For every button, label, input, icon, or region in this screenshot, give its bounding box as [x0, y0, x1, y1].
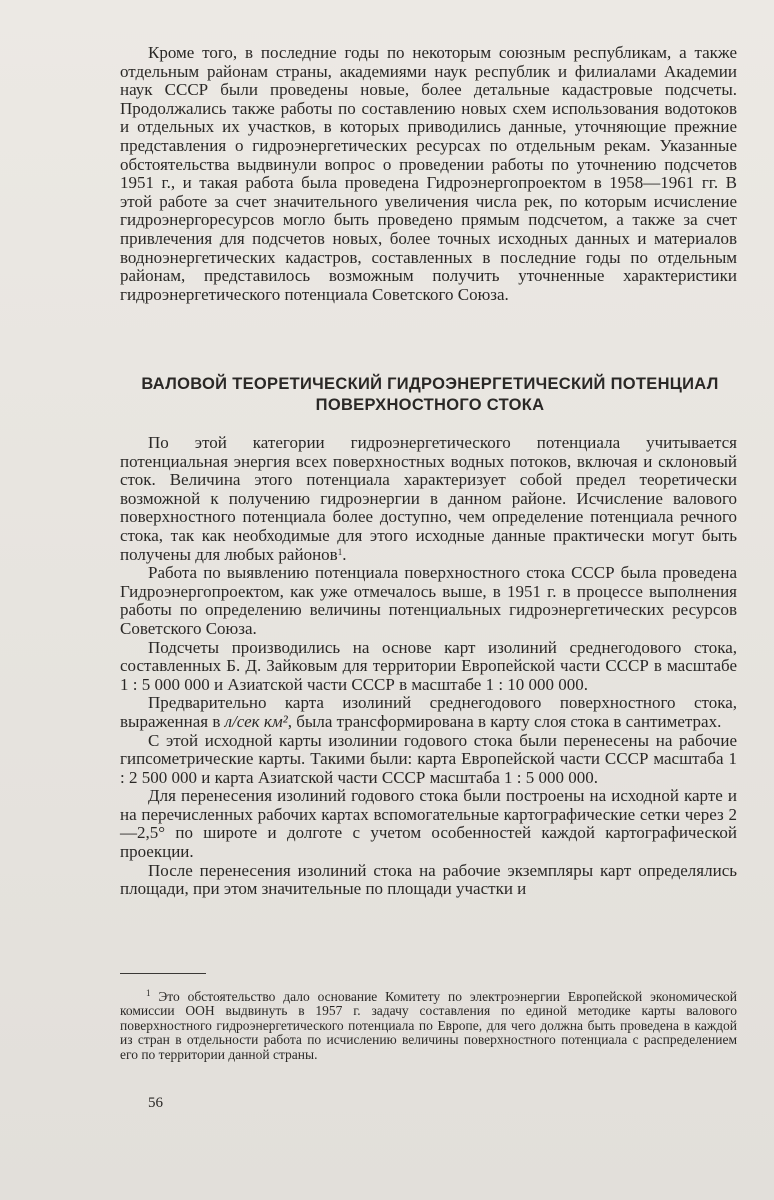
footnote-text	[120, 990, 737, 1062]
body-paragraph-5: С этой исходной карты изолинии годового стока были перенесены на рабочие гипсометрические карты. Такими были: карта Европейской части СССР масштаба 1 : 2 500 000 и карта Азиатской части СССР масштаба 1 : 5 000 000.	[120, 730, 737, 787]
section-body	[120, 434, 737, 899]
body-paragraph-7: После перенесения изолиний стока на рабочие экземпляры карт определялись площади, при этом значительные по площади участки и	[120, 860, 737, 899]
intro-paragraph: Кроме того, в последние годы по некоторым союзным республикам, а также отдельным районам страны, академиями наук республик и филиалами Академии наук СССР были проведены новые, более детальные кадастровые подсчеты. Продолжались также работы по составлению новых схем использования водотоков и отдельных их участков, в которых приводились данные, уточняющие прежние представления о гидроэнергетических ресурсах по отдельным рекам. Указанные обстоятельства выдвинули вопрос о проведении работы по уточнению подсчетов 1951 г., и такая работа была проведена Гидроэнергопроектом в 1958—1961 гг. В этой работе за счет значительного увеличения числа рек, по которым исчисление гидроэнергоресурсов могло быть проведено прямым подсчетом, а также за счет привлечения для подсчетов новых, более точных исходных данных и материалов водноэнергетических кадастров, составленных в последние годы по отдельным районам, представилось возможным получить уточненные характеристики гидроэнергетического потенциала Советского Союза.	[120, 43, 737, 304]
body-paragraph-2: Работа по выявлению потенциала поверхностного стока СССР была проведена Гидроэнергопроектом, как уже отмечалось выше, в 1951 г. в процессе выполнения работы по определению величины потенциальных гидроэнергетических ресурсов Советского Союза.	[120, 563, 737, 638]
body-paragraph-4	[120, 694, 737, 731]
page-number: 56	[148, 1095, 163, 1111]
intro-section	[120, 44, 737, 304]
footnote	[120, 990, 737, 1062]
section-heading-line1: ВАЛОВОЙ ТЕОРЕТИЧЕСКИЙ ГИДРОЭНЕРГЕТИЧЕСКИЙ ПОТЕНЦИАЛ	[141, 375, 719, 393]
flow-unit: л/сек км²	[224, 711, 288, 731]
section-heading-line2: ПОВЕРХНОСТНОГО СТОКА	[315, 396, 545, 414]
body-paragraph-3: Подсчеты производились на основе карт изолиний среднегодового стока, составленных Б. Д. Зайковым для территории Европейской части СССР в масштабе 1 : 5 000 000 и Азиатской части СССР в масштабе 1 : 10 000 000.	[120, 637, 737, 694]
body-paragraph-6: Для перенесения изолиний годового стока были построены на исходной карте и на перечисленных рабочих картах вспомогательные картографические сетки через 2—2,5° по широте и долготе с учетом особенностей каждой картографической проекции.	[120, 786, 737, 862]
body-paragraph-1-text: По этой категории гидроэнергетического потенциала учитывается потенциальная энергия всех поверхностных водных потоков, включая и склоновый сток. Величина этого потенциала характеризует собой предел теоретически возможной к получению гидроэнергии в данном районе. Исчисление валового поверхностного потенциала более доступно, чем определение потенциала речного стока, так как необходимые для этого исходные данные практически могут быть получены для любых районов	[120, 433, 737, 564]
footnote-mark: 1	[146, 988, 151, 998]
body-paragraph-1-end: .	[342, 544, 347, 564]
footnote-body: Это обстоятельство дало основание Комитету по электроэнергии Европейской экономической комиссии ООН выдвинуть в 1957 г. задачу составления по единой методике карты валового поверхностного гидроэнергетического потенциала по Европе, для чего должна быть проведена в каждой из стран в отдельности работа по исчислению величины поверхностного потенциала с распределением его по территории данной страны.	[120, 989, 737, 1062]
section-heading	[110, 374, 750, 416]
footnote-reference: 1	[337, 546, 343, 557]
body-paragraph-1	[120, 434, 737, 564]
footnote-divider	[120, 973, 206, 974]
body-paragraph-4-end: , была трансформирована в карту слоя стока в сантиметрах.	[287, 711, 722, 731]
body-paragraph-4-start: Предварительно карта изолиний среднегодового поверхностного стока, выраженная в	[120, 693, 737, 731]
